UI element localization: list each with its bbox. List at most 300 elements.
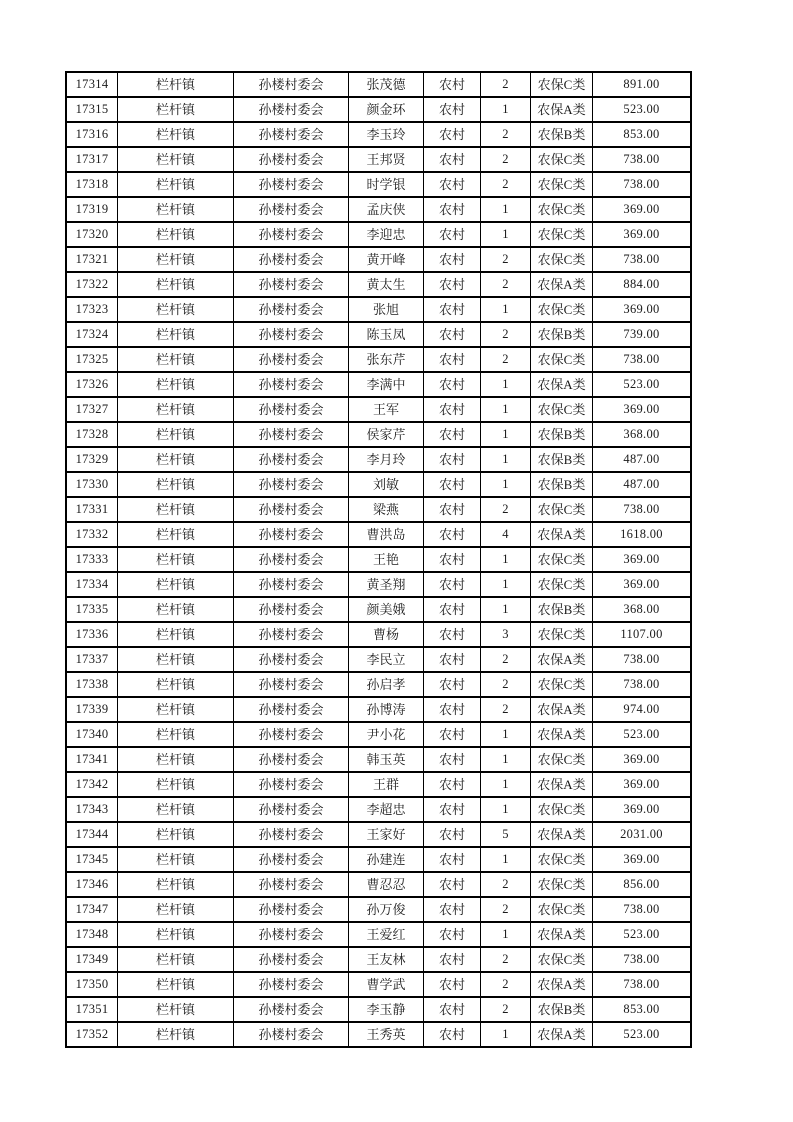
cell-count: 1: [481, 297, 531, 322]
cell-count: 1: [481, 397, 531, 422]
cell-insurance-class: 农保B类: [531, 447, 593, 472]
cell-count: 1: [481, 472, 531, 497]
cell-name: 张东芹: [349, 347, 424, 372]
cell-village: 孙楼村委会: [234, 947, 349, 972]
table-row: [66, 1022, 691, 1047]
cell-id: 17328: [66, 422, 118, 447]
cell-id: 17347: [66, 897, 118, 922]
cell-amount: 369.00: [593, 397, 691, 422]
cell-town: 栏杆镇: [118, 497, 234, 522]
cell-amount: 891.00: [593, 72, 691, 97]
cell-category: 农村: [424, 497, 481, 522]
cell-amount: 369.00: [593, 547, 691, 572]
cell-amount: 523.00: [593, 97, 691, 122]
cell-id: 17335: [66, 597, 118, 622]
cell-count: 2: [481, 947, 531, 972]
cell-town: 栏杆镇: [118, 522, 234, 547]
cell-id: 17320: [66, 222, 118, 247]
cell-town: 栏杆镇: [118, 347, 234, 372]
cell-insurance-class: 农保C类: [531, 247, 593, 272]
cell-village: 孙楼村委会: [234, 122, 349, 147]
cell-id: 17332: [66, 522, 118, 547]
cell-amount: 369.00: [593, 197, 691, 222]
cell-town: 栏杆镇: [118, 447, 234, 472]
cell-id: 17339: [66, 697, 118, 722]
table-row: [66, 872, 691, 897]
cell-id: 17350: [66, 972, 118, 997]
cell-name: 曹忍忍: [349, 872, 424, 897]
cell-insurance-class: 农保C类: [531, 572, 593, 597]
cell-name: 侯家芹: [349, 422, 424, 447]
cell-town: 栏杆镇: [118, 322, 234, 347]
table-row: [66, 672, 691, 697]
cell-town: 栏杆镇: [118, 372, 234, 397]
cell-count: 1: [481, 222, 531, 247]
cell-insurance-class: 农保B类: [531, 597, 593, 622]
table-row: [66, 422, 691, 447]
cell-town: 栏杆镇: [118, 647, 234, 672]
cell-count: 2: [481, 872, 531, 897]
table-row: [66, 147, 691, 172]
cell-count: 1: [481, 722, 531, 747]
cell-insurance-class: 农保B类: [531, 472, 593, 497]
cell-category: 农村: [424, 222, 481, 247]
cell-insurance-class: 农保A类: [531, 1022, 593, 1047]
cell-town: 栏杆镇: [118, 697, 234, 722]
cell-insurance-class: 农保C类: [531, 72, 593, 97]
cell-amount: 369.00: [593, 772, 691, 797]
table-row: [66, 72, 691, 97]
cell-count: 2: [481, 672, 531, 697]
cell-town: 栏杆镇: [118, 547, 234, 572]
cell-name: 梁燕: [349, 497, 424, 522]
cell-village: 孙楼村委会: [234, 322, 349, 347]
table-body: [66, 72, 691, 1047]
cell-id: 17323: [66, 297, 118, 322]
table-row: [66, 622, 691, 647]
cell-name: 李月玲: [349, 447, 424, 472]
table-row: [66, 747, 691, 772]
cell-insurance-class: 农保C类: [531, 747, 593, 772]
cell-id: 17333: [66, 547, 118, 572]
cell-id: 17325: [66, 347, 118, 372]
cell-name: 颜金环: [349, 97, 424, 122]
cell-amount: 739.00: [593, 322, 691, 347]
cell-name: 曹学武: [349, 972, 424, 997]
cell-town: 栏杆镇: [118, 297, 234, 322]
cell-village: 孙楼村委会: [234, 822, 349, 847]
cell-amount: 369.00: [593, 572, 691, 597]
cell-town: 栏杆镇: [118, 397, 234, 422]
cell-category: 农村: [424, 1022, 481, 1047]
cell-name: 张旭: [349, 297, 424, 322]
cell-insurance-class: 农保C类: [531, 547, 593, 572]
cell-count: 2: [481, 497, 531, 522]
cell-category: 农村: [424, 297, 481, 322]
cell-village: 孙楼村委会: [234, 597, 349, 622]
cell-category: 农村: [424, 922, 481, 947]
cell-amount: 738.00: [593, 497, 691, 522]
cell-amount: 523.00: [593, 922, 691, 947]
cell-village: 孙楼村委会: [234, 872, 349, 897]
cell-category: 农村: [424, 722, 481, 747]
cell-insurance-class: 农保A类: [531, 647, 593, 672]
cell-name: 张茂德: [349, 72, 424, 97]
cell-id: 17334: [66, 572, 118, 597]
table-row: [66, 447, 691, 472]
table-row: [66, 247, 691, 272]
cell-village: 孙楼村委会: [234, 647, 349, 672]
cell-name: 刘敏: [349, 472, 424, 497]
cell-amount: 856.00: [593, 872, 691, 897]
cell-amount: 853.00: [593, 122, 691, 147]
cell-village: 孙楼村委会: [234, 347, 349, 372]
cell-count: 2: [481, 247, 531, 272]
table-row: [66, 172, 691, 197]
cell-category: 农村: [424, 947, 481, 972]
cell-insurance-class: 农保C类: [531, 897, 593, 922]
cell-name: 曹洪岛: [349, 522, 424, 547]
table-row: [66, 897, 691, 922]
cell-name: 王友林: [349, 947, 424, 972]
cell-count: 2: [481, 697, 531, 722]
cell-village: 孙楼村委会: [234, 797, 349, 822]
cell-amount: 738.00: [593, 347, 691, 372]
cell-name: 王爱红: [349, 922, 424, 947]
cell-name: 李满中: [349, 372, 424, 397]
cell-insurance-class: 农保A类: [531, 697, 593, 722]
cell-town: 栏杆镇: [118, 772, 234, 797]
cell-count: 1: [481, 97, 531, 122]
cell-id: 17346: [66, 872, 118, 897]
cell-id: 17322: [66, 272, 118, 297]
table-row: [66, 772, 691, 797]
cell-count: 2: [481, 172, 531, 197]
cell-insurance-class: 农保B类: [531, 422, 593, 447]
cell-count: 4: [481, 522, 531, 547]
cell-village: 孙楼村委会: [234, 1022, 349, 1047]
cell-insurance-class: 农保C类: [531, 297, 593, 322]
cell-category: 农村: [424, 197, 481, 222]
cell-id: 17331: [66, 497, 118, 522]
cell-name: 李迎忠: [349, 222, 424, 247]
cell-village: 孙楼村委会: [234, 397, 349, 422]
table-row: [66, 947, 691, 972]
cell-village: 孙楼村委会: [234, 297, 349, 322]
table-row: [66, 322, 691, 347]
cell-town: 栏杆镇: [118, 922, 234, 947]
table-row: [66, 997, 691, 1022]
cell-amount: 523.00: [593, 1022, 691, 1047]
cell-id: 17348: [66, 922, 118, 947]
table-row: [66, 572, 691, 597]
table-row: [66, 522, 691, 547]
cell-count: 2: [481, 347, 531, 372]
cell-village: 孙楼村委会: [234, 772, 349, 797]
table-row: [66, 272, 691, 297]
cell-id: 17340: [66, 722, 118, 747]
cell-village: 孙楼村委会: [234, 747, 349, 772]
cell-category: 农村: [424, 397, 481, 422]
cell-count: 1: [481, 572, 531, 597]
cell-category: 农村: [424, 447, 481, 472]
cell-name: 曹杨: [349, 622, 424, 647]
table-row: [66, 822, 691, 847]
cell-village: 孙楼村委会: [234, 497, 349, 522]
cell-amount: 738.00: [593, 947, 691, 972]
cell-id: 17327: [66, 397, 118, 422]
cell-count: 1: [481, 847, 531, 872]
cell-name: 时学银: [349, 172, 424, 197]
cell-insurance-class: 农保A类: [531, 272, 593, 297]
cell-category: 农村: [424, 322, 481, 347]
cell-town: 栏杆镇: [118, 197, 234, 222]
cell-name: 孙万俊: [349, 897, 424, 922]
cell-insurance-class: 农保C类: [531, 872, 593, 897]
cell-category: 农村: [424, 172, 481, 197]
cell-id: 17326: [66, 372, 118, 397]
cell-village: 孙楼村委会: [234, 372, 349, 397]
cell-town: 栏杆镇: [118, 472, 234, 497]
cell-insurance-class: 农保B类: [531, 997, 593, 1022]
cell-name: 李玉玲: [349, 122, 424, 147]
cell-town: 栏杆镇: [118, 672, 234, 697]
cell-insurance-class: 农保C类: [531, 947, 593, 972]
cell-id: 17341: [66, 747, 118, 772]
cell-category: 农村: [424, 247, 481, 272]
cell-id: 17315: [66, 97, 118, 122]
table-row: [66, 297, 691, 322]
cell-name: 李超忠: [349, 797, 424, 822]
cell-category: 农村: [424, 997, 481, 1022]
cell-village: 孙楼村委会: [234, 472, 349, 497]
cell-village: 孙楼村委会: [234, 147, 349, 172]
cell-name: 王家好: [349, 822, 424, 847]
cell-insurance-class: 农保C类: [531, 797, 593, 822]
cell-name: 王军: [349, 397, 424, 422]
cell-amount: 974.00: [593, 697, 691, 722]
cell-village: 孙楼村委会: [234, 572, 349, 597]
cell-category: 农村: [424, 747, 481, 772]
cell-insurance-class: 农保C类: [531, 672, 593, 697]
cell-town: 栏杆镇: [118, 247, 234, 272]
cell-insurance-class: 农保A类: [531, 772, 593, 797]
cell-amount: 368.00: [593, 422, 691, 447]
cell-amount: 2031.00: [593, 822, 691, 847]
cell-count: 1: [481, 747, 531, 772]
cell-count: 3: [481, 622, 531, 647]
cell-count: 1: [481, 772, 531, 797]
cell-name: 尹小花: [349, 722, 424, 747]
cell-category: 农村: [424, 347, 481, 372]
table-row: [66, 222, 691, 247]
cell-insurance-class: 农保C类: [531, 222, 593, 247]
cell-village: 孙楼村委会: [234, 672, 349, 697]
cell-village: 孙楼村委会: [234, 547, 349, 572]
cell-amount: 884.00: [593, 272, 691, 297]
cell-count: 1: [481, 447, 531, 472]
cell-town: 栏杆镇: [118, 272, 234, 297]
cell-village: 孙楼村委会: [234, 972, 349, 997]
cell-id: 17336: [66, 622, 118, 647]
cell-insurance-class: 农保A类: [531, 922, 593, 947]
cell-amount: 487.00: [593, 472, 691, 497]
cell-amount: 369.00: [593, 797, 691, 822]
cell-category: 农村: [424, 372, 481, 397]
cell-amount: 523.00: [593, 372, 691, 397]
cell-insurance-class: 农保C类: [531, 622, 593, 647]
cell-category: 农村: [424, 872, 481, 897]
document-page: [65, 71, 692, 1048]
cell-village: 孙楼村委会: [234, 247, 349, 272]
cell-category: 农村: [424, 672, 481, 697]
cell-amount: 523.00: [593, 722, 691, 747]
cell-name: 孙启孝: [349, 672, 424, 697]
cell-amount: 738.00: [593, 897, 691, 922]
cell-name: 李民立: [349, 647, 424, 672]
cell-category: 农村: [424, 472, 481, 497]
cell-amount: 738.00: [593, 647, 691, 672]
cell-name: 王群: [349, 772, 424, 797]
cell-village: 孙楼村委会: [234, 172, 349, 197]
cell-count: 1: [481, 372, 531, 397]
cell-village: 孙楼村委会: [234, 72, 349, 97]
cell-category: 农村: [424, 522, 481, 547]
table-row: [66, 922, 691, 947]
cell-category: 农村: [424, 822, 481, 847]
cell-name: 黄圣翔: [349, 572, 424, 597]
cell-town: 栏杆镇: [118, 122, 234, 147]
cell-category: 农村: [424, 547, 481, 572]
cell-town: 栏杆镇: [118, 872, 234, 897]
cell-id: 17349: [66, 947, 118, 972]
cell-town: 栏杆镇: [118, 897, 234, 922]
cell-village: 孙楼村委会: [234, 897, 349, 922]
cell-id: 17343: [66, 797, 118, 822]
cell-id: 17329: [66, 447, 118, 472]
table-row: [66, 197, 691, 222]
cell-category: 农村: [424, 597, 481, 622]
table-row: [66, 547, 691, 572]
cell-insurance-class: 农保C类: [531, 147, 593, 172]
cell-amount: 368.00: [593, 597, 691, 622]
cell-town: 栏杆镇: [118, 747, 234, 772]
cell-village: 孙楼村委会: [234, 197, 349, 222]
table-row: [66, 597, 691, 622]
cell-amount: 738.00: [593, 972, 691, 997]
cell-amount: 1618.00: [593, 522, 691, 547]
cell-count: 2: [481, 272, 531, 297]
cell-count: 2: [481, 72, 531, 97]
cell-name: 孙博涛: [349, 697, 424, 722]
cell-amount: 369.00: [593, 747, 691, 772]
cell-count: 1: [481, 547, 531, 572]
table-row: [66, 122, 691, 147]
cell-insurance-class: 农保C类: [531, 497, 593, 522]
cell-id: 17338: [66, 672, 118, 697]
cell-village: 孙楼村委会: [234, 272, 349, 297]
cell-village: 孙楼村委会: [234, 697, 349, 722]
cell-village: 孙楼村委会: [234, 722, 349, 747]
cell-id: 17352: [66, 1022, 118, 1047]
cell-name: 黄开峰: [349, 247, 424, 272]
cell-town: 栏杆镇: [118, 222, 234, 247]
cell-name: 孙建连: [349, 847, 424, 872]
table-row: [66, 397, 691, 422]
cell-amount: 369.00: [593, 847, 691, 872]
cell-amount: 738.00: [593, 172, 691, 197]
cell-insurance-class: 农保C类: [531, 347, 593, 372]
cell-name: 李玉静: [349, 997, 424, 1022]
cell-name: 韩玉英: [349, 747, 424, 772]
cell-name: 王秀英: [349, 1022, 424, 1047]
cell-id: 17316: [66, 122, 118, 147]
cell-village: 孙楼村委会: [234, 997, 349, 1022]
cell-town: 栏杆镇: [118, 597, 234, 622]
cell-id: 17318: [66, 172, 118, 197]
cell-count: 2: [481, 897, 531, 922]
cell-town: 栏杆镇: [118, 972, 234, 997]
cell-category: 农村: [424, 772, 481, 797]
cell-category: 农村: [424, 647, 481, 672]
cell-village: 孙楼村委会: [234, 447, 349, 472]
cell-amount: 487.00: [593, 447, 691, 472]
cell-village: 孙楼村委会: [234, 97, 349, 122]
cell-id: 17319: [66, 197, 118, 222]
cell-insurance-class: 农保C类: [531, 197, 593, 222]
cell-category: 农村: [424, 572, 481, 597]
cell-category: 农村: [424, 972, 481, 997]
cell-amount: 738.00: [593, 247, 691, 272]
cell-town: 栏杆镇: [118, 1022, 234, 1047]
cell-id: 17344: [66, 822, 118, 847]
cell-count: 2: [481, 997, 531, 1022]
cell-insurance-class: 农保B类: [531, 122, 593, 147]
cell-town: 栏杆镇: [118, 797, 234, 822]
cell-amount: 738.00: [593, 147, 691, 172]
cell-town: 栏杆镇: [118, 622, 234, 647]
cell-count: 1: [481, 597, 531, 622]
cell-insurance-class: 农保C类: [531, 847, 593, 872]
cell-category: 农村: [424, 272, 481, 297]
cell-id: 17342: [66, 772, 118, 797]
cell-category: 农村: [424, 97, 481, 122]
cell-insurance-class: 农保C类: [531, 172, 593, 197]
cell-id: 17324: [66, 322, 118, 347]
cell-category: 农村: [424, 422, 481, 447]
cell-count: 2: [481, 972, 531, 997]
cell-category: 农村: [424, 622, 481, 647]
cell-amount: 738.00: [593, 672, 691, 697]
cell-village: 孙楼村委会: [234, 522, 349, 547]
cell-count: 2: [481, 647, 531, 672]
cell-count: 2: [481, 147, 531, 172]
cell-category: 农村: [424, 72, 481, 97]
cell-id: 17351: [66, 997, 118, 1022]
cell-village: 孙楼村委会: [234, 922, 349, 947]
table-row: [66, 647, 691, 672]
cell-insurance-class: 农保A类: [531, 372, 593, 397]
cell-insurance-class: 农保B类: [531, 322, 593, 347]
cell-name: 王艳: [349, 547, 424, 572]
cell-count: 2: [481, 122, 531, 147]
cell-insurance-class: 农保A类: [531, 722, 593, 747]
table-row: [66, 847, 691, 872]
cell-category: 农村: [424, 897, 481, 922]
cell-town: 栏杆镇: [118, 822, 234, 847]
cell-insurance-class: 农保A类: [531, 972, 593, 997]
cell-count: 1: [481, 422, 531, 447]
